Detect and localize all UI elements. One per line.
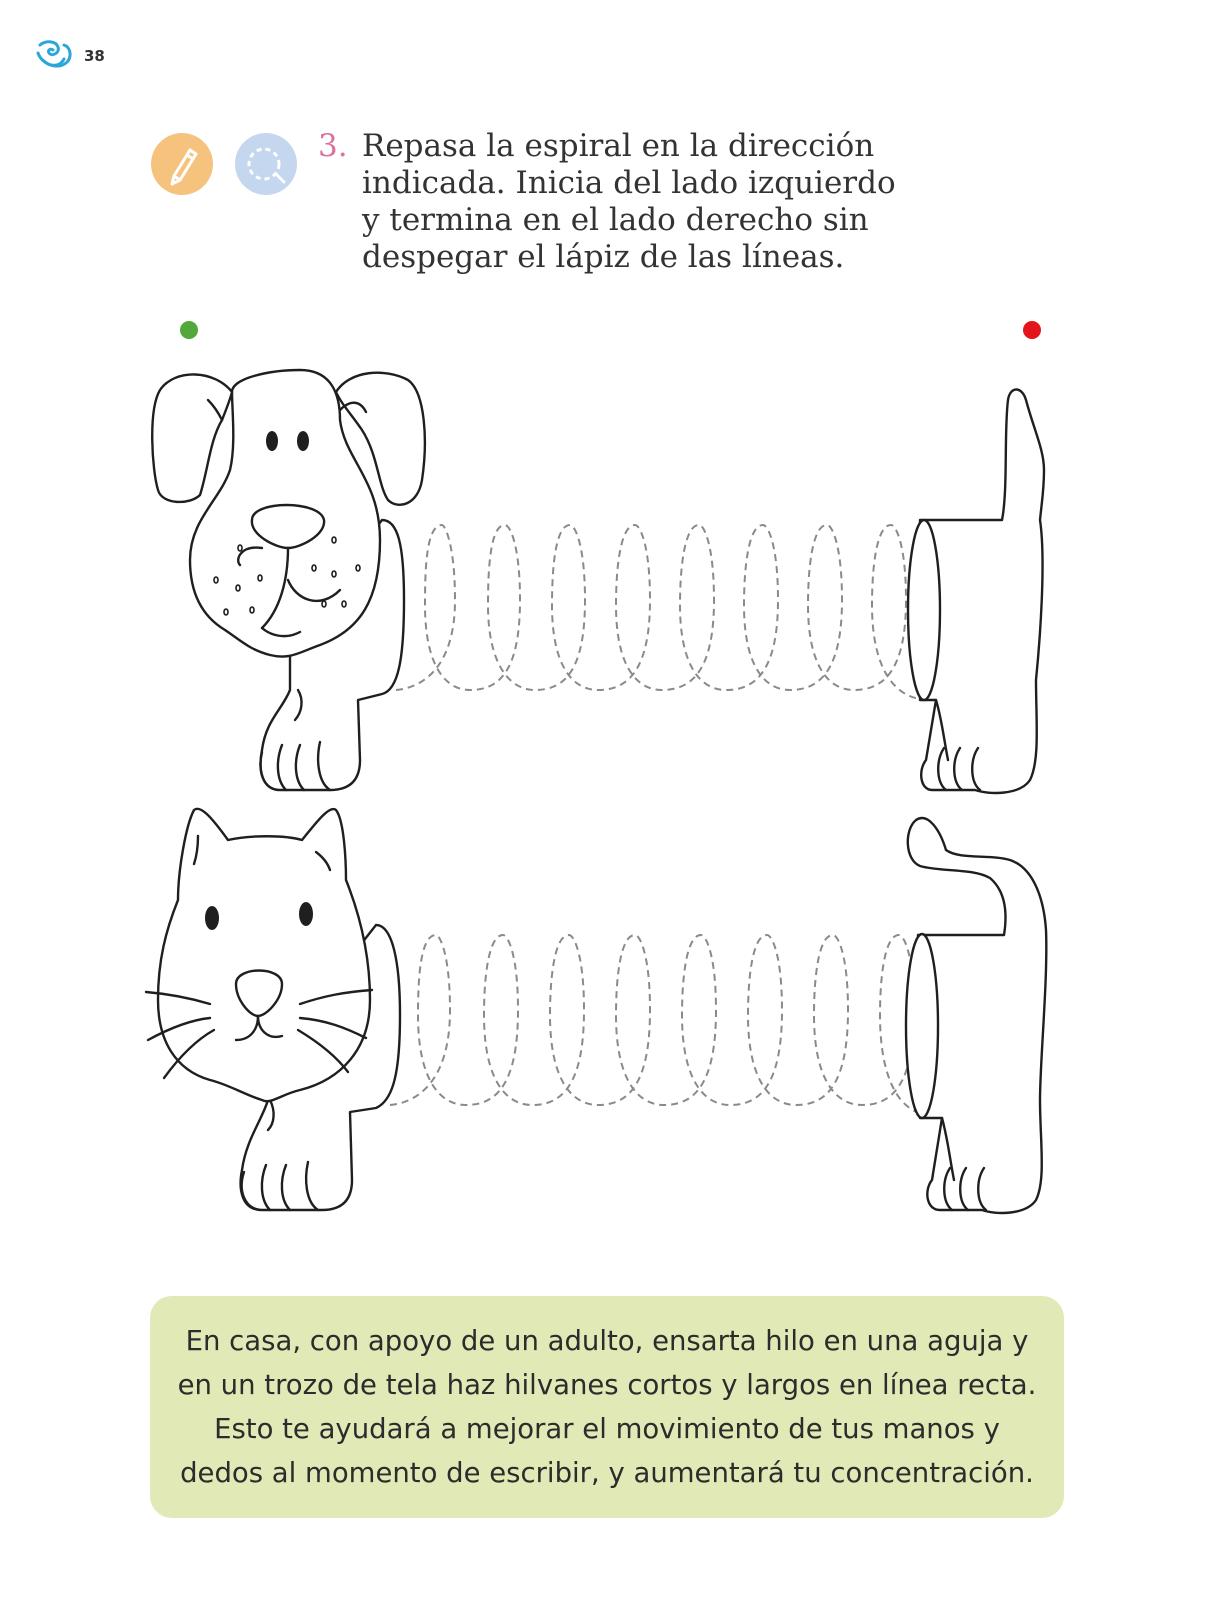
activity-number: 3. bbox=[318, 128, 348, 164]
dog-spring-drawing bbox=[152, 370, 1044, 793]
instruction-text: Repasa la espiral en la dirección indicada. Inicia del lado izquierdo y termina en el lado derecho sin despegar el lápiz de las líneas. bbox=[362, 128, 896, 275]
tip-text: En casa, con apoyo de un adulto, ensarta hilo en una aguja y en un trozo de tela haz hilvanes cortos y largos en línea recta. Esto te ayudará a mejorar el movimiento de tus manos y dedos al momento de escribir, y aumentará tu concentración. bbox=[177, 1325, 1037, 1489]
tip-box bbox=[150, 1296, 1064, 1518]
page-number: 38 bbox=[84, 47, 105, 65]
cat-dashed-spiral[interactable] bbox=[390, 935, 932, 1115]
dog-dashed-spiral[interactable] bbox=[396, 525, 930, 700]
cat-spring-drawing bbox=[146, 809, 1046, 1213]
